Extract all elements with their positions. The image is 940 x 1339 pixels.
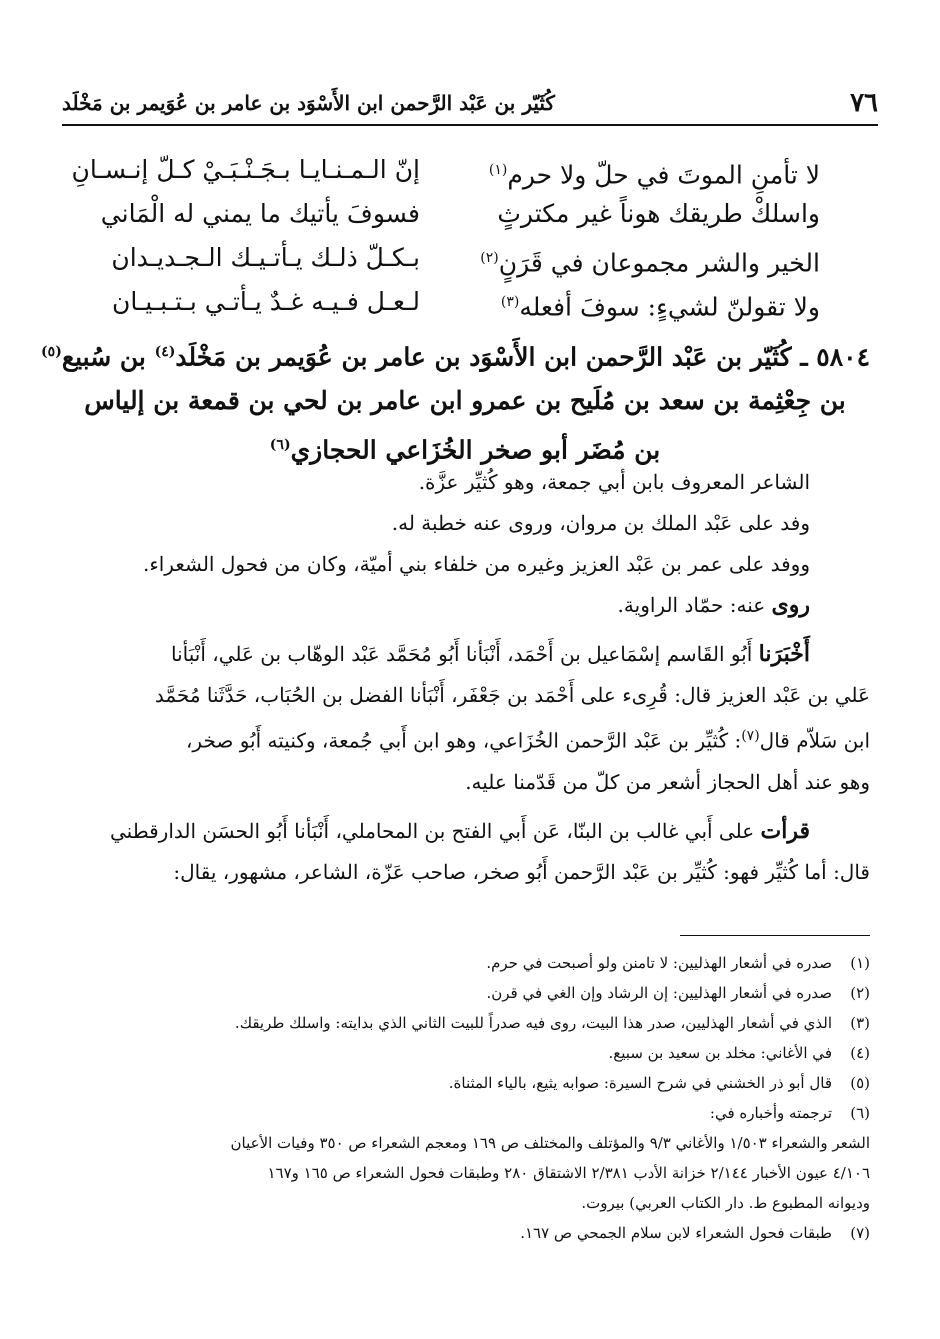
footnote-ref: (٣) [500,294,520,310]
paragraph-line: وهو عند أهل الحجاز أشعر من كلّ من قَدّمنا عليه. [465,769,870,794]
footnote-number: (٢) [850,984,870,1002]
paragraph-line: قرأت على أَبي غالب بن البنّا، عَن أَبي الفتح بن المحاملي، أَنْبَأنا أَبُو الحسَن الدارقطني [109,817,810,844]
footnote: (٢) صدره في أشعار الهذليين: إن الرشاد وإن الغي في قرن. [70,978,870,1008]
footnote: (١) صدره في أشعار الهذليين: لا تامنن ولو أصبحت في حرم. [70,948,870,978]
paragraph-line: قال: أما كُثيِّر فهو: كُثيِّر بن عَبْد الرَّحمن أَبُو صخر، صاحب عَزّة، الشاعر، مشهور، يقال: [173,859,870,884]
paragraph: روى عنه: حمّاد الراوية. [617,592,810,618]
keyword: أَخْبَرَنا [758,641,810,667]
verse [90,236,820,280]
footnote: (٤) في الأغاني: مخلد بن سعيد بن سبيع. [70,1038,870,1068]
poem [71,148,820,324]
paragraph: الشاعر المعروف بابن أبي جمعة، وهو كُثيِّر عزَّة. [418,470,810,494]
footnote: (٦) ترجمته وأخباره في: [70,1098,870,1128]
verse-second-half: فسوفَ يأتيك ما يمني له الْمَاني [100,199,420,228]
footnote-number: (٧) [850,1224,870,1242]
verse [71,148,820,192]
entry-heading-line: بن مُضَر أبو صخر الخُزَاعي الحجازي$^{(٦)}$ [269,435,661,465]
footnote: (٧) طبقات فحول الشعراء لابن سلام الجمحي ص ١٦٧. [70,1218,870,1248]
footnote-ref: (٢) [480,250,499,266]
footnote-number: (٦) [850,1104,870,1122]
footnote-separator [680,935,870,936]
verse-first-half: واسلكْ طريقك هوناً غير مكترثٍ [497,199,820,228]
footnote-continuation: الشعر والشعراء ١/٥٠٣ والأغاني ٩/٣ والمؤتلف والمختلف ص ١٦٩ ومعجم الشعراء ص ٣٥٠ وفيات الأعيان [230,1134,870,1152]
verse [90,192,820,236]
page-header [62,82,878,126]
verse-first-half: الخير والشر مجموعان في قَرَنٍ$^{(٢)}$ [480,248,820,278]
footnote-ref: (١) [488,162,508,178]
footnote-continuation: ٤/١٠٦ عيون الأخبار ٢/١٤٤ خزانة الأدب ٢/٣٨١ الاشتقاق ٢٨٠ وطبقات فحول الشعراء ص ١٦٥ و١٦٧ [267,1164,870,1182]
footnote-ref: (٤) [154,344,176,360]
footnote-number: (٤) [850,1044,870,1062]
footnotes [70,948,870,1248]
entry-heading-line: بن جِعْثِمة بن سعد بن مُلَيح بن عمرو ابن عامر بن لحي بن قمعة بن إلياس [84,386,846,416]
paragraph-line: ابن سَلاّم قال$^{(٧)}$: كُثيِّر بن عَبْد الرَّحمن الخُزَاعي، وهو ابن أَبي جُمعة، وكنيته أَبُو صخر، [185,728,870,753]
verse-second-half: إنّ الـمـنـايـا بـجَـنْـبَـيْ كـلّ إنـسـانِ [71,155,420,184]
verse-first-half: ولا تقولنّ لشيءٍ: سوفَ أفعله$^{(٣)}$ [500,292,820,322]
paragraph: ووفد على عمر بن عَبْد العزيز وغيره من خلفاء بني أميّة، وكان من فحول الشعراء. [142,552,810,576]
footnote: (٣) الذي في أشعار الهذليين، صدر هذا البيت، روى فيه صدراً للبيت الثاني الذي بدايته: واسلك طريقك. [70,1008,870,1038]
running-title: كُثَيّر بن عَبْد الرَّحمن ابن الأَسْوَد بن عامر بن عُوَيمر بن مَخْلَد [62,91,555,115]
footnote: (٥) قال أبو ذر الخشني في شرح السيرة: صوابه يثيع، بالياء المثناة. [70,1068,870,1098]
paragraph-line: أَخْبَرَنا أَبُو القَاسم إسْمَاعيل بن أَحْمَد، أَنْبَأنا أَبُو مُحَمَّد عَبْد الوهّاب بن عَلي، أَنْبَأنا [170,641,810,667]
footnote-ref: (٦) [269,437,291,454]
paragraph: وفد على عَبْد الملك بن مروان، وروى عنه خطبة له. [391,511,810,535]
verse-second-half: لـعـل فـيـه غـدٌ يـأتـي بـتـبـيـان [112,287,420,316]
entry-heading [41,330,870,473]
page-number: ٧٦ [850,88,878,118]
footnote-number: (١) [850,954,870,972]
paragraph-line: عَلي بن عَبْد العزيز قال: قُرِىء على أَحْمَد بن جَعْفَر، أَنْبَأنا الفضل بن الحُبَاب، حَدَّثَنا مُحَمَّد [154,683,870,707]
footnote-number: (٣) [850,1014,870,1032]
verse [90,280,820,324]
verse-second-half: بـكـلّ ذلـك يـأتـيـك الـجـديـدان [111,243,420,272]
footnote-ref: (٥) [41,344,62,360]
keyword: قرأت [760,817,810,844]
footnote-ref: (٧) [741,728,760,744]
keyword: روى [771,592,810,618]
verse-first-half: لا تأمنِ الموتَ في حلّ ولا حرم$^{(١)}$ [488,160,820,190]
entry-heading-line: ٥٨٠٤ ـ كُثَيّر بن عَبْد الرَّحمن ابن الأَسْوَد بن عامر بن عُوَيمر بن مَخْلَد$^{(٤)}$ بن سُبيع$^{(٥)}$ [41,342,870,372]
footnote-continuation: وديوانه المطبوع ط. دار الكتاب العربي) بيروت. [581,1194,870,1212]
footnote-number: (٥) [850,1074,870,1092]
entry-body [68,462,870,893]
